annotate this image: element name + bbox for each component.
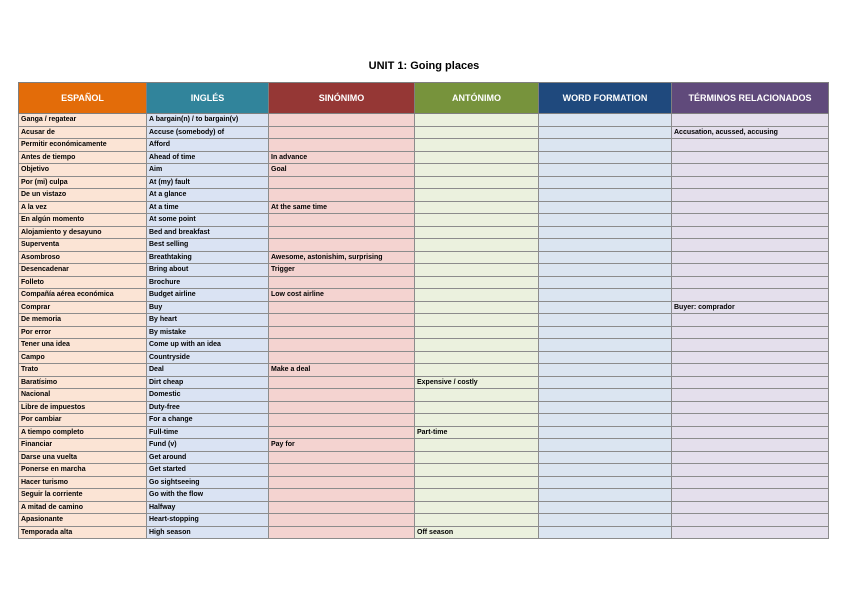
cell-espanol: Ponerse en marcha <box>19 464 147 477</box>
cell-word-formation <box>539 301 672 314</box>
cell-word-formation <box>539 139 672 152</box>
cell-sinonimo <box>269 351 415 364</box>
cell-ingles: Aim <box>147 164 269 177</box>
cell-terminos-relacionados <box>672 514 829 527</box>
cell-antonimo <box>415 439 539 452</box>
cell-ingles: Countryside <box>147 351 269 364</box>
cell-ingles: Accuse (somebody) of <box>147 126 269 139</box>
table-row <box>19 264 829 277</box>
cell-terminos-relacionados <box>672 226 829 239</box>
cell-espanol: Alojamiento y desayuno <box>19 226 147 239</box>
cell-sinonimo <box>269 314 415 327</box>
cell-espanol: Temporada alta <box>19 526 147 539</box>
cell-ingles: Bring about <box>147 264 269 277</box>
cell-terminos-relacionados <box>672 326 829 339</box>
cell-ingles: Budget airline <box>147 289 269 302</box>
cell-ingles: Get around <box>147 451 269 464</box>
cell-word-formation <box>539 389 672 402</box>
cell-ingles: Get started <box>147 464 269 477</box>
cell-espanol: Asombroso <box>19 251 147 264</box>
cell-word-formation <box>539 276 672 289</box>
cell-espanol: Apasionante <box>19 514 147 527</box>
cell-terminos-relacionados <box>672 376 829 389</box>
cell-sinonimo: In advance <box>269 151 415 164</box>
cell-sinonimo <box>269 326 415 339</box>
cell-terminos-relacionados <box>672 164 829 177</box>
cell-sinonimo <box>269 476 415 489</box>
cell-word-formation <box>539 151 672 164</box>
cell-antonimo <box>415 264 539 277</box>
cell-espanol: Campo <box>19 351 147 364</box>
cell-antonimo <box>415 314 539 327</box>
cell-espanol: A mitad de camino <box>19 501 147 514</box>
table-row <box>19 139 829 152</box>
cell-sinonimo: Make a deal <box>269 364 415 377</box>
cell-terminos-relacionados <box>672 264 829 277</box>
cell-ingles: Come up with an idea <box>147 339 269 352</box>
cell-word-formation <box>539 289 672 302</box>
table-header-row <box>19 83 829 114</box>
cell-sinonimo <box>269 426 415 439</box>
cell-espanol: Permitir económicamente <box>19 139 147 152</box>
cell-sinonimo <box>269 514 415 527</box>
cell-espanol: Superventa <box>19 239 147 252</box>
cell-sinonimo <box>269 464 415 477</box>
table-row <box>19 214 829 227</box>
cell-word-formation <box>539 401 672 414</box>
cell-terminos-relacionados <box>672 476 829 489</box>
cell-word-formation <box>539 114 672 127</box>
cell-sinonimo: Pay for <box>269 439 415 452</box>
cell-terminos-relacionados <box>672 214 829 227</box>
cell-antonimo <box>415 114 539 127</box>
cell-espanol: Trato <box>19 364 147 377</box>
cell-ingles: Duty-free <box>147 401 269 414</box>
cell-ingles: At a glance <box>147 189 269 202</box>
cell-word-formation <box>539 201 672 214</box>
cell-ingles: Bed and breakfast <box>147 226 269 239</box>
table-row <box>19 239 829 252</box>
cell-sinonimo <box>269 114 415 127</box>
table-row <box>19 501 829 514</box>
cell-espanol: Antes de tiempo <box>19 151 147 164</box>
cell-terminos-relacionados <box>672 151 829 164</box>
cell-word-formation <box>539 376 672 389</box>
table-body <box>19 114 829 539</box>
table-row <box>19 289 829 302</box>
table-row <box>19 114 829 127</box>
cell-ingles: By mistake <box>147 326 269 339</box>
cell-word-formation <box>539 501 672 514</box>
cell-terminos-relacionados <box>672 451 829 464</box>
cell-ingles: Full-time <box>147 426 269 439</box>
cell-word-formation <box>539 339 672 352</box>
table-row <box>19 401 829 414</box>
cell-antonimo <box>415 251 539 264</box>
cell-terminos-relacionados <box>672 414 829 427</box>
cell-antonimo <box>415 476 539 489</box>
cell-ingles: Deal <box>147 364 269 377</box>
table-row <box>19 464 829 477</box>
table-row <box>19 351 829 364</box>
cell-ingles: Heart-stopping <box>147 514 269 527</box>
table-row <box>19 151 829 164</box>
table-row <box>19 126 829 139</box>
cell-sinonimo <box>269 189 415 202</box>
cell-sinonimo <box>269 451 415 464</box>
cell-espanol: Ganga / regatear <box>19 114 147 127</box>
cell-sinonimo: Low cost airline <box>269 289 415 302</box>
cell-espanol: Folleto <box>19 276 147 289</box>
cell-antonimo <box>415 139 539 152</box>
table-row <box>19 364 829 377</box>
cell-ingles: For a change <box>147 414 269 427</box>
column-header-ingles: INGLÉS <box>147 83 269 114</box>
cell-terminos-relacionados <box>672 489 829 502</box>
cell-terminos-relacionados <box>672 351 829 364</box>
cell-sinonimo <box>269 301 415 314</box>
cell-ingles: At (my) fault <box>147 176 269 189</box>
cell-sinonimo <box>269 339 415 352</box>
cell-word-formation <box>539 439 672 452</box>
cell-antonimo <box>415 364 539 377</box>
cell-antonimo <box>415 239 539 252</box>
cell-ingles: Afford <box>147 139 269 152</box>
cell-ingles: High season <box>147 526 269 539</box>
cell-ingles: A bargain(n) / to bargain(v) <box>147 114 269 127</box>
cell-antonimo <box>415 464 539 477</box>
cell-espanol: Comprar <box>19 301 147 314</box>
cell-espanol: Hacer turismo <box>19 476 147 489</box>
cell-antonimo <box>415 414 539 427</box>
cell-terminos-relacionados <box>672 201 829 214</box>
cell-sinonimo <box>269 214 415 227</box>
cell-word-formation <box>539 164 672 177</box>
cell-antonimo: Part-time <box>415 426 539 439</box>
table-row <box>19 389 829 402</box>
cell-word-formation <box>539 489 672 502</box>
cell-word-formation <box>539 414 672 427</box>
cell-word-formation <box>539 426 672 439</box>
cell-ingles: Dirt cheap <box>147 376 269 389</box>
cell-antonimo <box>415 301 539 314</box>
table-row <box>19 526 829 539</box>
cell-espanol: Por (mi) culpa <box>19 176 147 189</box>
cell-word-formation <box>539 126 672 139</box>
cell-sinonimo <box>269 414 415 427</box>
cell-antonimo <box>415 164 539 177</box>
table-row <box>19 414 829 427</box>
cell-antonimo <box>415 276 539 289</box>
cell-ingles: By heart <box>147 314 269 327</box>
cell-espanol: Compañía aérea económica <box>19 289 147 302</box>
cell-word-formation <box>539 251 672 264</box>
cell-espanol: De memoria <box>19 314 147 327</box>
column-header-word-formation: WORD FORMATION <box>539 83 672 114</box>
table-row <box>19 376 829 389</box>
cell-word-formation <box>539 239 672 252</box>
cell-sinonimo: Trigger <box>269 264 415 277</box>
cell-sinonimo <box>269 226 415 239</box>
cell-sinonimo <box>269 489 415 502</box>
cell-sinonimo <box>269 389 415 402</box>
table-row <box>19 226 829 239</box>
cell-terminos-relacionados <box>672 464 829 477</box>
cell-antonimo <box>415 289 539 302</box>
cell-word-formation <box>539 351 672 364</box>
cell-antonimo <box>415 351 539 364</box>
cell-ingles: Go with the flow <box>147 489 269 502</box>
table-row <box>19 476 829 489</box>
column-header-espanol: ESPAÑOL <box>19 83 147 114</box>
cell-terminos-relacionados <box>672 526 829 539</box>
cell-ingles: Brochure <box>147 276 269 289</box>
table-row <box>19 514 829 527</box>
cell-antonimo <box>415 339 539 352</box>
cell-sinonimo <box>269 526 415 539</box>
cell-terminos-relacionados <box>672 364 829 377</box>
cell-terminos-relacionados <box>672 189 829 202</box>
cell-terminos-relacionados <box>672 439 829 452</box>
cell-terminos-relacionados <box>672 276 829 289</box>
cell-espanol: Objetivo <box>19 164 147 177</box>
cell-terminos-relacionados <box>672 401 829 414</box>
cell-ingles: Fund (v) <box>147 439 269 452</box>
cell-antonimo <box>415 451 539 464</box>
cell-sinonimo <box>269 276 415 289</box>
table-row <box>19 314 829 327</box>
cell-antonimo <box>415 226 539 239</box>
cell-sinonimo: At the same time <box>269 201 415 214</box>
table-row <box>19 326 829 339</box>
cell-terminos-relacionados <box>672 176 829 189</box>
cell-antonimo: Off season <box>415 526 539 539</box>
cell-espanol: Darse una vuelta <box>19 451 147 464</box>
cell-ingles: Best selling <box>147 239 269 252</box>
cell-antonimo <box>415 189 539 202</box>
table-row <box>19 489 829 502</box>
cell-word-formation <box>539 176 672 189</box>
cell-word-formation <box>539 364 672 377</box>
cell-antonimo <box>415 214 539 227</box>
vocabulary-table <box>18 82 829 539</box>
cell-terminos-relacionados: Accusation, acussed, accusing <box>672 126 829 139</box>
cell-antonimo <box>415 126 539 139</box>
cell-ingles: Halfway <box>147 501 269 514</box>
cell-terminos-relacionados <box>672 239 829 252</box>
cell-word-formation <box>539 189 672 202</box>
cell-espanol: De un vistazo <box>19 189 147 202</box>
cell-terminos-relacionados <box>672 139 829 152</box>
cell-sinonimo <box>269 376 415 389</box>
cell-ingles: At some point <box>147 214 269 227</box>
cell-ingles: Go sightseeing <box>147 476 269 489</box>
cell-sinonimo <box>269 239 415 252</box>
cell-terminos-relacionados <box>672 289 829 302</box>
cell-terminos-relacionados <box>672 114 829 127</box>
cell-terminos-relacionados <box>672 339 829 352</box>
table-row <box>19 276 829 289</box>
cell-word-formation <box>539 326 672 339</box>
table-row <box>19 251 829 264</box>
cell-espanol: Libre de impuestos <box>19 401 147 414</box>
cell-antonimo <box>415 326 539 339</box>
cell-terminos-relacionados <box>672 389 829 402</box>
cell-sinonimo <box>269 176 415 189</box>
cell-antonimo <box>415 489 539 502</box>
cell-ingles: Domestic <box>147 389 269 402</box>
cell-ingles: At a time <box>147 201 269 214</box>
cell-terminos-relacionados <box>672 426 829 439</box>
table-row <box>19 439 829 452</box>
cell-word-formation <box>539 214 672 227</box>
table-row <box>19 426 829 439</box>
cell-espanol: Por cambiar <box>19 414 147 427</box>
cell-word-formation <box>539 264 672 277</box>
cell-espanol: Tener una idea <box>19 339 147 352</box>
cell-ingles: Buy <box>147 301 269 314</box>
cell-word-formation <box>539 514 672 527</box>
cell-word-formation <box>539 476 672 489</box>
cell-espanol: Desencadenar <box>19 264 147 277</box>
column-header-terminos-relacionados: TÉRMINOS RELACIONADOS <box>672 83 829 114</box>
cell-sinonimo: Goal <box>269 164 415 177</box>
cell-antonimo <box>415 401 539 414</box>
cell-word-formation <box>539 226 672 239</box>
cell-antonimo <box>415 151 539 164</box>
cell-terminos-relacionados <box>672 501 829 514</box>
cell-ingles: Breathtaking <box>147 251 269 264</box>
cell-sinonimo <box>269 401 415 414</box>
table-row <box>19 176 829 189</box>
cell-espanol: En algún momento <box>19 214 147 227</box>
table-row <box>19 189 829 202</box>
cell-terminos-relacionados <box>672 251 829 264</box>
cell-espanol: Seguir la corriente <box>19 489 147 502</box>
cell-terminos-relacionados: Buyer: comprador <box>672 301 829 314</box>
cell-sinonimo <box>269 501 415 514</box>
table-row <box>19 301 829 314</box>
cell-sinonimo <box>269 126 415 139</box>
cell-antonimo <box>415 514 539 527</box>
column-header-sinonimo: SINÓNIMO <box>269 83 415 114</box>
cell-espanol: Baratísimo <box>19 376 147 389</box>
cell-word-formation <box>539 526 672 539</box>
table-row <box>19 339 829 352</box>
table-row <box>19 201 829 214</box>
table-row <box>19 451 829 464</box>
cell-sinonimo <box>269 139 415 152</box>
cell-ingles: Ahead of time <box>147 151 269 164</box>
cell-espanol: A tiempo completo <box>19 426 147 439</box>
cell-espanol: Acusar de <box>19 126 147 139</box>
cell-antonimo <box>415 201 539 214</box>
cell-sinonimo: Awesome, astonishim, surprising <box>269 251 415 264</box>
cell-espanol: A la vez <box>19 201 147 214</box>
cell-antonimo <box>415 176 539 189</box>
cell-word-formation <box>539 464 672 477</box>
cell-word-formation <box>539 451 672 464</box>
page-title: UNIT 1: Going places <box>368 60 480 72</box>
table-row <box>19 164 829 177</box>
cell-espanol: Financiar <box>19 439 147 452</box>
cell-word-formation <box>539 314 672 327</box>
cell-antonimo <box>415 389 539 402</box>
cell-espanol: Por error <box>19 326 147 339</box>
cell-terminos-relacionados <box>672 314 829 327</box>
column-header-antonimo: ANTÓNIMO <box>415 83 539 114</box>
cell-antonimo: Expensive / costly <box>415 376 539 389</box>
cell-espanol: Nacional <box>19 389 147 402</box>
cell-antonimo <box>415 501 539 514</box>
